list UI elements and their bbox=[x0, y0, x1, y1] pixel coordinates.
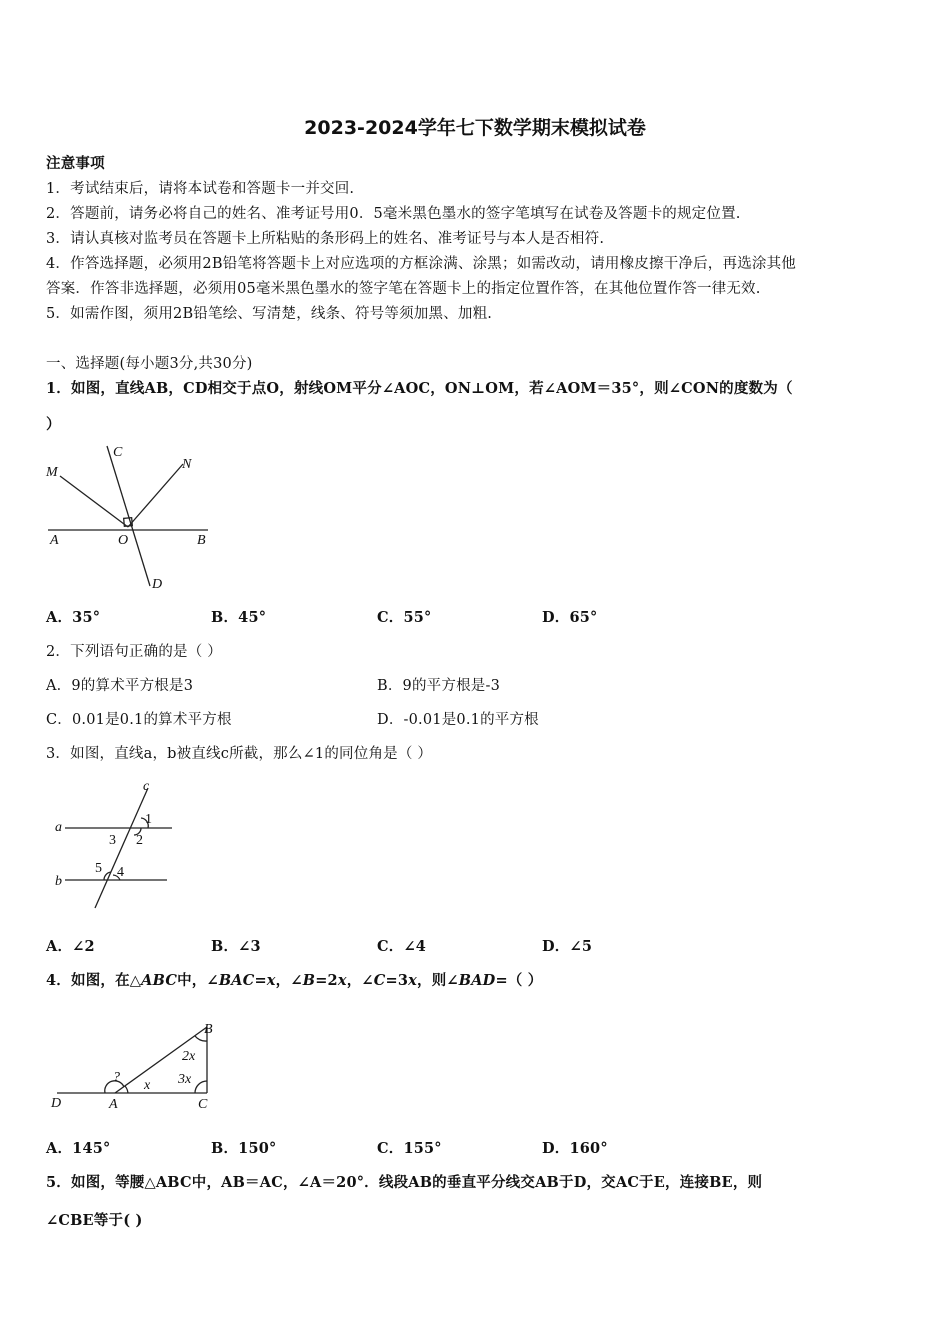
q2-stem: 2．下列语句正确的是（ ） bbox=[46, 644, 222, 660]
notice-heading: 注意事项 bbox=[46, 155, 105, 172]
q5-stem: 5．如图，等腰△ABC中，AB＝AC，∠A＝20°．线段AB的垂直平分线交AB于D，交AC于E，连接BE，则 bbox=[46, 1174, 763, 1191]
label-c: C bbox=[198, 1097, 208, 1112]
q2-option-c[interactable]: C．0.01是0.1的算术平方根 bbox=[46, 712, 232, 728]
q4-option-a[interactable]: A．145° bbox=[46, 1140, 111, 1157]
label-c: C bbox=[113, 445, 123, 460]
angle-label-4: 4 bbox=[117, 865, 124, 880]
notice-item-4-cont: 答案．作答非选择题，必须用05毫米黑色墨水的签字笔在答题卡上的指定位置作答，在其他位置作答一律无效. bbox=[46, 281, 761, 297]
label-d: D bbox=[152, 577, 163, 592]
angle-c-arc bbox=[195, 1081, 207, 1093]
q4-option-c[interactable]: C．155° bbox=[377, 1140, 442, 1157]
ray-on bbox=[128, 464, 183, 527]
angle-label-1: 1 bbox=[145, 812, 152, 827]
label-b: b bbox=[55, 874, 62, 889]
q3-figure bbox=[45, 776, 185, 916]
label-x: x bbox=[144, 1078, 151, 1093]
angle-label-3: 3 bbox=[109, 833, 116, 848]
q4-option-d[interactable]: D．160° bbox=[542, 1140, 608, 1157]
label-n: N bbox=[182, 457, 192, 472]
angle-label-2: 2 bbox=[136, 833, 143, 848]
q4-option-b[interactable]: B．150° bbox=[211, 1140, 277, 1157]
label-b: B bbox=[197, 533, 206, 548]
angle-bac-arc bbox=[125, 1086, 128, 1093]
notice-item-1: 1．考试结束后，请将本试卷和答题卡一并交回. bbox=[46, 181, 355, 197]
q3-stem: 3．如图，直线a，b被直线c所截，那么∠1的同位角是（ ） bbox=[46, 746, 433, 762]
angle-label-5: 5 bbox=[95, 861, 102, 876]
label-o: O bbox=[118, 533, 129, 548]
q1-option-c[interactable]: C．55° bbox=[377, 609, 432, 626]
label-2x: 2x bbox=[182, 1049, 196, 1064]
label-b: B bbox=[204, 1022, 213, 1037]
label-a: a bbox=[55, 820, 62, 835]
label-a: A bbox=[109, 1097, 118, 1112]
label-a: A bbox=[50, 533, 59, 548]
q4-stem: 4．如图，在△ABC中，∠BAC=x，∠B=2x，∠C=3x，则∠BAD=（ ） bbox=[46, 972, 543, 989]
label-c: c bbox=[143, 779, 150, 794]
q2-option-a[interactable]: A．9的算术平方根是3 bbox=[46, 678, 194, 694]
line-c bbox=[95, 788, 148, 908]
q2-option-b[interactable]: B．9的平方根是-3 bbox=[377, 678, 501, 694]
q4-figure bbox=[45, 1015, 225, 1115]
q2-option-d[interactable]: D．-0.01是0.1的平方根 bbox=[377, 712, 539, 728]
q3-option-a[interactable]: A．∠2 bbox=[46, 938, 95, 955]
q3-option-d[interactable]: D．∠5 bbox=[542, 938, 593, 955]
q1-option-d[interactable]: D．65° bbox=[542, 609, 598, 626]
label-d: D bbox=[51, 1096, 62, 1111]
label-question: ? bbox=[113, 1070, 120, 1085]
q3-option-c[interactable]: C．∠4 bbox=[377, 938, 427, 955]
notice-item-3: 3．请认真核对监考员在答题卡上所粘贴的条形码上的姓名、准考证号与本人是否相符. bbox=[46, 231, 605, 247]
q1-stem-end: ） bbox=[46, 416, 61, 433]
page-title: 2023-2024学年七下数学期末模拟试卷 bbox=[304, 117, 646, 139]
notice-item-2: 2．答题前，请务必将自己的姓名、准考证号用0．5毫米黑色墨水的签字笔填写在试卷及答题卡的规定位置. bbox=[46, 206, 741, 222]
q1-option-b[interactable]: B．45° bbox=[211, 609, 267, 626]
notice-item-5: 5．如需作图，须用2B铅笔绘、写清楚，线条、符号等须加黑、加粗. bbox=[46, 306, 493, 322]
q3-option-b[interactable]: B．∠3 bbox=[211, 938, 261, 955]
section-heading: 一、选择题(每小题3分,共30分) bbox=[46, 356, 253, 372]
q1-option-a[interactable]: A．35° bbox=[46, 609, 101, 626]
label-3x: 3x bbox=[178, 1072, 192, 1087]
ray-om bbox=[60, 476, 128, 527]
q1-figure bbox=[40, 438, 220, 598]
q5-stem-cont: ∠CBE等于( ) bbox=[46, 1212, 143, 1229]
q1-stem: 1．如图，直线AB，CD相交于点O，射线OM平分∠AOC，ON⊥OM，若∠AOM＝35°，则∠CON的度数为（ bbox=[46, 380, 793, 397]
notice-item-4: 4．作答选择题，必须用2B铅笔将答题卡上对应选项的方框涂满、涂黑；如需改动，请用橡皮擦干净后，再选涂其他 bbox=[46, 256, 797, 272]
label-m: M bbox=[46, 465, 58, 480]
